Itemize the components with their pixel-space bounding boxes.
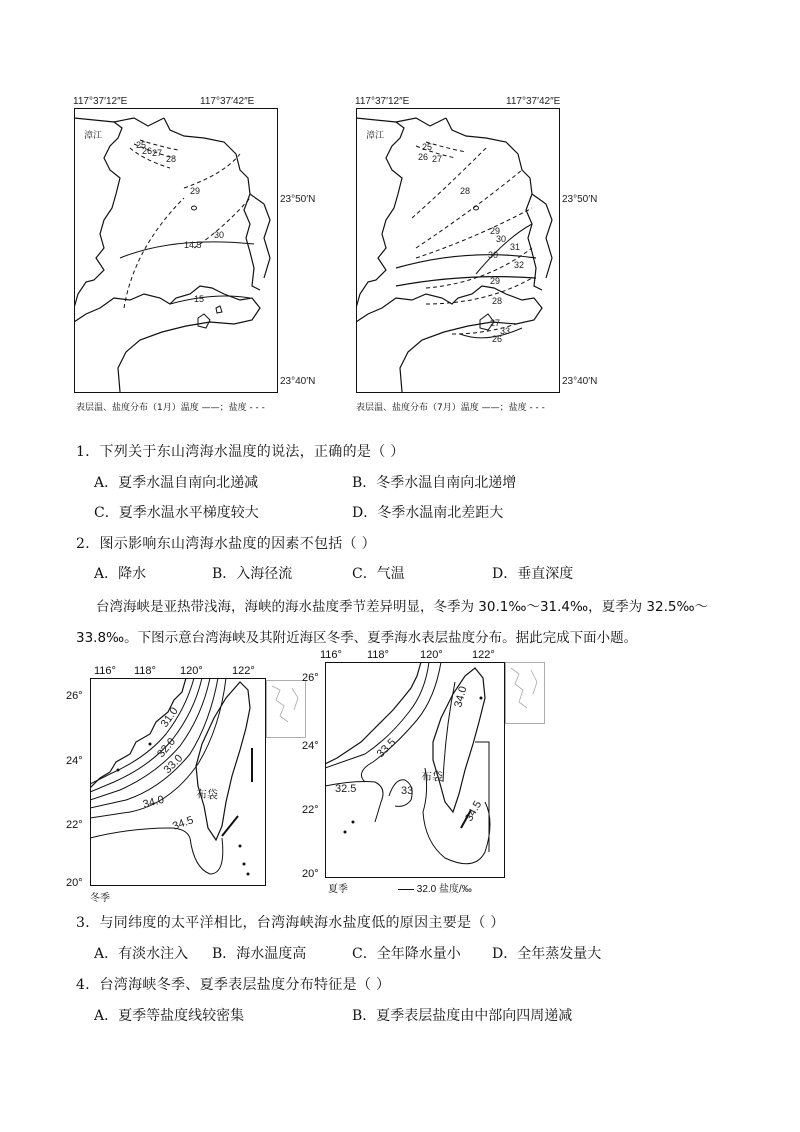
summer-season-label: 夏季 [328,884,348,895]
summer-inset-map [505,662,545,724]
q1-stem: 1．下列关于东山湾海水温度的说法，正确的是（ ） [76,444,405,460]
summer-lat-tick: 20° [302,868,319,880]
q2-option-b[interactable]: B．入海径流 [212,566,293,582]
winter-iso-label: 34.0 [141,793,166,811]
map2-lon-left: 117°37′12″E [355,96,410,107]
winter-lon-tick: 122° [232,665,255,677]
map1-label: 28 [166,154,177,164]
map1-place: 漳江 [84,130,103,140]
legend-value: 32.0 [416,884,437,895]
summer-lat-tick: 24° [302,740,319,752]
map2-label: 27 [432,154,443,164]
summer-iso-label: 33.5 [374,736,399,761]
winter-lat-tick: 26° [66,690,83,702]
summer-iso-label: 34.5 [463,798,485,824]
q1-option-d[interactable]: D．冬季水温南北差距大 [352,505,504,521]
winter-lat-tick: 20° [66,877,83,889]
summer-place: 布袋 [421,771,443,783]
summer-lat-tick: 22° [302,804,319,816]
summer-lat-tick: 26° [302,672,319,684]
map2-label: 33 [500,326,511,336]
map1-label: 29 [190,186,201,196]
map2-label: 30 [488,250,499,260]
legend-line [398,889,414,890]
map2-label: 28 [492,296,503,306]
summer-lon-tick: 122° [472,649,495,661]
q2-option-a[interactable]: A．降水 [94,566,147,582]
winter-salinity-map [90,678,266,886]
map1-caption: 表层温、盐度分布（1月）温度 ——；盐度 - - - [76,403,265,413]
q3-option-d[interactable]: D．全年蒸发量大 [492,946,602,962]
map2-label: 26 [418,152,429,162]
winter-iso-label: 34.5 [170,814,196,833]
q4-option-b[interactable]: B．夏季表层盐度由中部向四周递减 [352,1008,573,1024]
map1-label: 15 [194,294,205,304]
summer-iso-label: 32.5 [335,783,357,795]
winter-iso-label: 31.0 [158,705,181,730]
winter-lon-tick: 120° [180,665,203,677]
map1-january-bay-map [74,108,278,393]
q4-stem: 4．台湾海峡冬季、夏季表层盐度分布特征是（ ） [76,977,391,993]
map2-label: 26 [492,334,503,344]
q3-option-a[interactable]: A．有淡水注入 [94,946,189,962]
summer-lon-tick: 118° [367,649,389,661]
summer-iso-label: 33 [401,785,414,797]
winter-iso-label: 33.0 [161,752,186,777]
q3-stem: 3．与同纬度的太平洋相比，台湾海峡海水盐度低的原因主要是（ ） [76,915,505,931]
q2-option-d[interactable]: D．垂直深度 [492,566,574,582]
map2-label: 30 [496,234,507,244]
map1-lon-right: 117°37′42″E [200,96,255,107]
map1-label: 30 [214,230,225,240]
winter-lon-tick: 116° [94,665,116,677]
winter-inset-map [266,680,306,738]
q2-stem: 2．图示影响东山湾海水盐度的因素不包括（ ） [76,536,376,552]
passage-line-2: 33.8‰。下图示意台湾海峡及其附近海区冬季、夏季海水表层盐度分布。据此完成下面小题。 [76,630,638,646]
map2-caption: 表层温、盐度分布（7月）温度 ——；盐度 - - - [356,403,545,413]
winter-place: 布袋 [196,789,218,801]
legend-text: 盐度/‰ [439,884,472,895]
passage-line-1: 台湾海峡是亚热带浅海，海峡的海水盐度季节差异明显，冬季为 30.1‰～31.4‰，夏季为 32.5‰～ [96,599,709,615]
map1-lat-bottom: 23°40′N [280,376,316,387]
map1-lat-top: 23°50′N [280,194,316,205]
q1-option-b[interactable]: B．冬季水温自南向北递增 [352,475,517,491]
winter-iso-label: 32.0 [155,735,179,760]
q2-option-c[interactable]: C．气温 [352,566,405,582]
map2-label: 28 [460,186,471,196]
map2-lon-right: 117°37′42″E [506,96,561,107]
map1-label: 26 [142,146,153,156]
q3-option-c[interactable]: C．全年降水量小 [352,946,461,962]
summer-lon-tick: 116° [320,649,342,661]
q4-option-a[interactable]: A．夏季等盐度线较密集 [94,1008,245,1024]
map1-label: 14.5 [184,240,202,250]
summer-iso-label: 34.0 [452,684,470,709]
map2-july-bay-map [356,108,560,393]
map1-label: 25 [136,140,147,150]
map2-place: 漳江 [366,130,385,140]
winter-lat-tick: 22° [66,819,83,831]
winter-lat-tick: 24° [66,755,83,767]
map1-label: 27 [152,148,163,158]
q3-option-b[interactable]: B．海水温度高 [212,946,307,962]
map2-lat-top: 23°50′N [562,194,598,205]
winter-lon-tick: 118° [134,665,156,677]
map2-lat-bottom: 23°40′N [562,376,598,387]
map2-label: 25 [422,142,433,152]
summer-salinity-map [325,662,505,878]
q1-option-a[interactable]: A．夏季水温自南向北递减 [94,475,259,491]
map2-label: 29 [490,226,501,236]
map2-label: 29 [490,276,501,286]
map2-label: 32 [514,260,525,270]
winter-season-label: 冬季 [90,893,110,904]
summer-legend [398,880,472,895]
map2-label: 27 [490,318,501,328]
map1-lon-left: 117°37′12″E [73,96,128,107]
q1-option-c[interactable]: C．夏季水温水平梯度较大 [94,505,259,521]
summer-lon-tick: 120° [420,649,443,661]
map2-label: 31 [510,242,521,252]
